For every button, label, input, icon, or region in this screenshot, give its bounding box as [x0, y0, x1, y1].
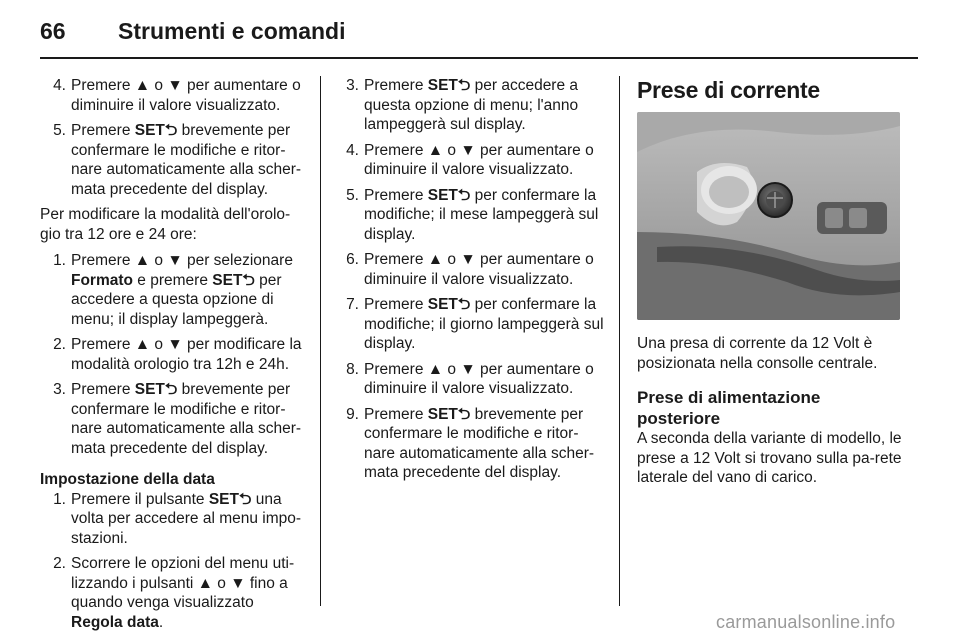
bold-term: SET⮌ [427, 77, 471, 94]
bold-term: SET⮌ [427, 186, 471, 204]
step-text [71, 554, 308, 632]
step-item [333, 76, 605, 135]
step-item [333, 405, 605, 483]
step-text-run: Premere [71, 381, 135, 398]
step-number: 4. [346, 141, 359, 159]
step-number: 5. [346, 186, 359, 204]
page-header [0, 0, 960, 60]
step-text [364, 295, 605, 354]
page-title: Strumenti e comandi [118, 18, 346, 44]
step-text-run: per accedere a questa opzione di menu; l'anno lampeggerà sul display. [364, 77, 579, 133]
step-number: 5. [53, 122, 66, 139]
watermark: carmanualsonline.info [716, 612, 896, 632]
step-text-run: . [158, 613, 164, 631]
step-text [364, 141, 605, 180]
step-item [333, 295, 605, 354]
step-text-run: Premere [364, 77, 428, 94]
step-item [40, 554, 308, 632]
page-number: 66 [40, 18, 66, 44]
step-text [364, 186, 605, 245]
step-item [40, 121, 308, 199]
step-text-run: Scorrere le opzioni del menu uti-lizzando i pulsanti ▲ o ▼ fino a quando venga visualizzato [71, 555, 295, 611]
step-item [40, 335, 308, 374]
step-number: 6. [346, 251, 359, 268]
header-rule [40, 57, 918, 59]
column-divider-1 [320, 76, 321, 606]
column-2 [333, 76, 605, 489]
step-item [40, 490, 308, 549]
step-item [333, 250, 605, 289]
bold-term: Formato [71, 271, 133, 289]
step-text-run: Premere ▲ o ▼ per selezionare [71, 252, 293, 269]
step-text-run: Premere [71, 122, 135, 139]
step-text [71, 335, 308, 374]
step-text-run: una volta per accedere al menu impo-stazioni. [71, 490, 302, 547]
step-text [364, 250, 605, 289]
step-number: 4. [53, 77, 66, 94]
step-number: 8. [346, 360, 359, 378]
step-number: 9. [346, 405, 359, 423]
step-text [71, 380, 308, 458]
bold-term: SET⮌ [427, 296, 471, 313]
step-text-run: brevemente per confermare le modifiche e ritor-nare automaticamente alla scher-mata precedente del display. [364, 405, 595, 481]
step-item [40, 251, 308, 329]
step-text-run: Premere ▲ o ▼ per aumentare o diminuire il valore visualizzato. [364, 141, 594, 178]
step-item [333, 141, 605, 180]
column-divider-2 [619, 76, 620, 606]
step-text-run: per confermare la modifiche; il giorno lampeggerà sul display. [364, 296, 604, 352]
step-text-run: brevemente per confermare le modifiche e ritor-nare automaticamente alla scher-mata precedente del display. [71, 381, 302, 457]
bold-term: SET⮌ [134, 122, 178, 139]
step-text-run: Premere [364, 296, 428, 313]
bold-term: SET⮌ [212, 271, 255, 289]
step-text-run: e premere [133, 271, 213, 289]
step-text-run: Premere ▲ o ▼ per aumentare o diminuire il valore visualizzato. [364, 360, 594, 397]
step-text [364, 360, 605, 399]
photo-caption: Una presa di corrente da 12 Volt è posizionata nella consolle centrale. [637, 335, 878, 372]
paragraph-clock-mode: Per modificare la modalità dell'orolo-gio tra 12 ore e 24 ore: [40, 206, 291, 243]
subsection-body: A seconda della variante di modello, le prese a 12 Volt si trovano sulla pa-rete laterale del vano di carico. [637, 430, 902, 486]
power-outlet-photo [637, 112, 900, 320]
step-text-run: Premere ▲ o ▼ per aumentare o diminuire il valore visualizzato. [364, 251, 594, 288]
step-text-run: Premere il pulsante [71, 490, 209, 508]
step-text [71, 251, 308, 329]
step-text-run: Premere [364, 186, 428, 204]
step-text [71, 121, 308, 199]
step-number: 7. [346, 296, 359, 313]
step-item [40, 76, 308, 115]
step-number: 1. [53, 490, 66, 508]
step-number: 2. [53, 336, 66, 353]
step-text [71, 490, 308, 549]
step-number: 2. [53, 555, 66, 572]
step-list-clock [40, 76, 308, 199]
section-heading: Prese di corrente [637, 77, 820, 103]
bold-term: Regola data [71, 613, 159, 631]
subheading-date: Impostazione della data [40, 471, 215, 488]
step-text [364, 405, 605, 483]
column-1 [40, 76, 308, 638]
step-number: 3. [346, 77, 359, 94]
subsection-heading: Prese di alimentazione posteriore [637, 388, 821, 428]
step-item [40, 380, 308, 458]
step-text-run: Premere [364, 405, 428, 423]
column-3 [637, 76, 907, 495]
step-text [71, 76, 308, 115]
bold-term: SET⮌ [208, 490, 252, 508]
step-text-run: per confermare la modifiche; il mese lampeggerà sul display. [364, 186, 599, 243]
step-list-date-continued [333, 76, 605, 483]
step-number: 1. [53, 252, 66, 269]
step-list-clock-mode [40, 251, 308, 458]
step-text-run: per accedere a questa opzione di menu; il display lampeggerà. [71, 271, 282, 328]
step-text-run: Premere ▲ o ▼ per modificare la modalità orologio tra 12h e 24h. [71, 336, 302, 373]
step-text [364, 76, 605, 135]
bold-term: SET⮌ [427, 405, 471, 423]
step-number: 3. [53, 381, 66, 398]
bold-term: SET⮌ [134, 381, 178, 398]
step-text-run: brevemente per confermare le modifiche e ritor-nare automaticamente alla scher-mata precedente del display. [71, 122, 302, 198]
step-item [333, 360, 605, 399]
step-list-date [40, 490, 308, 633]
step-item [333, 186, 605, 245]
step-text-run: Premere ▲ o ▼ per aumentare o diminuire il valore visualizzato. [71, 77, 301, 114]
